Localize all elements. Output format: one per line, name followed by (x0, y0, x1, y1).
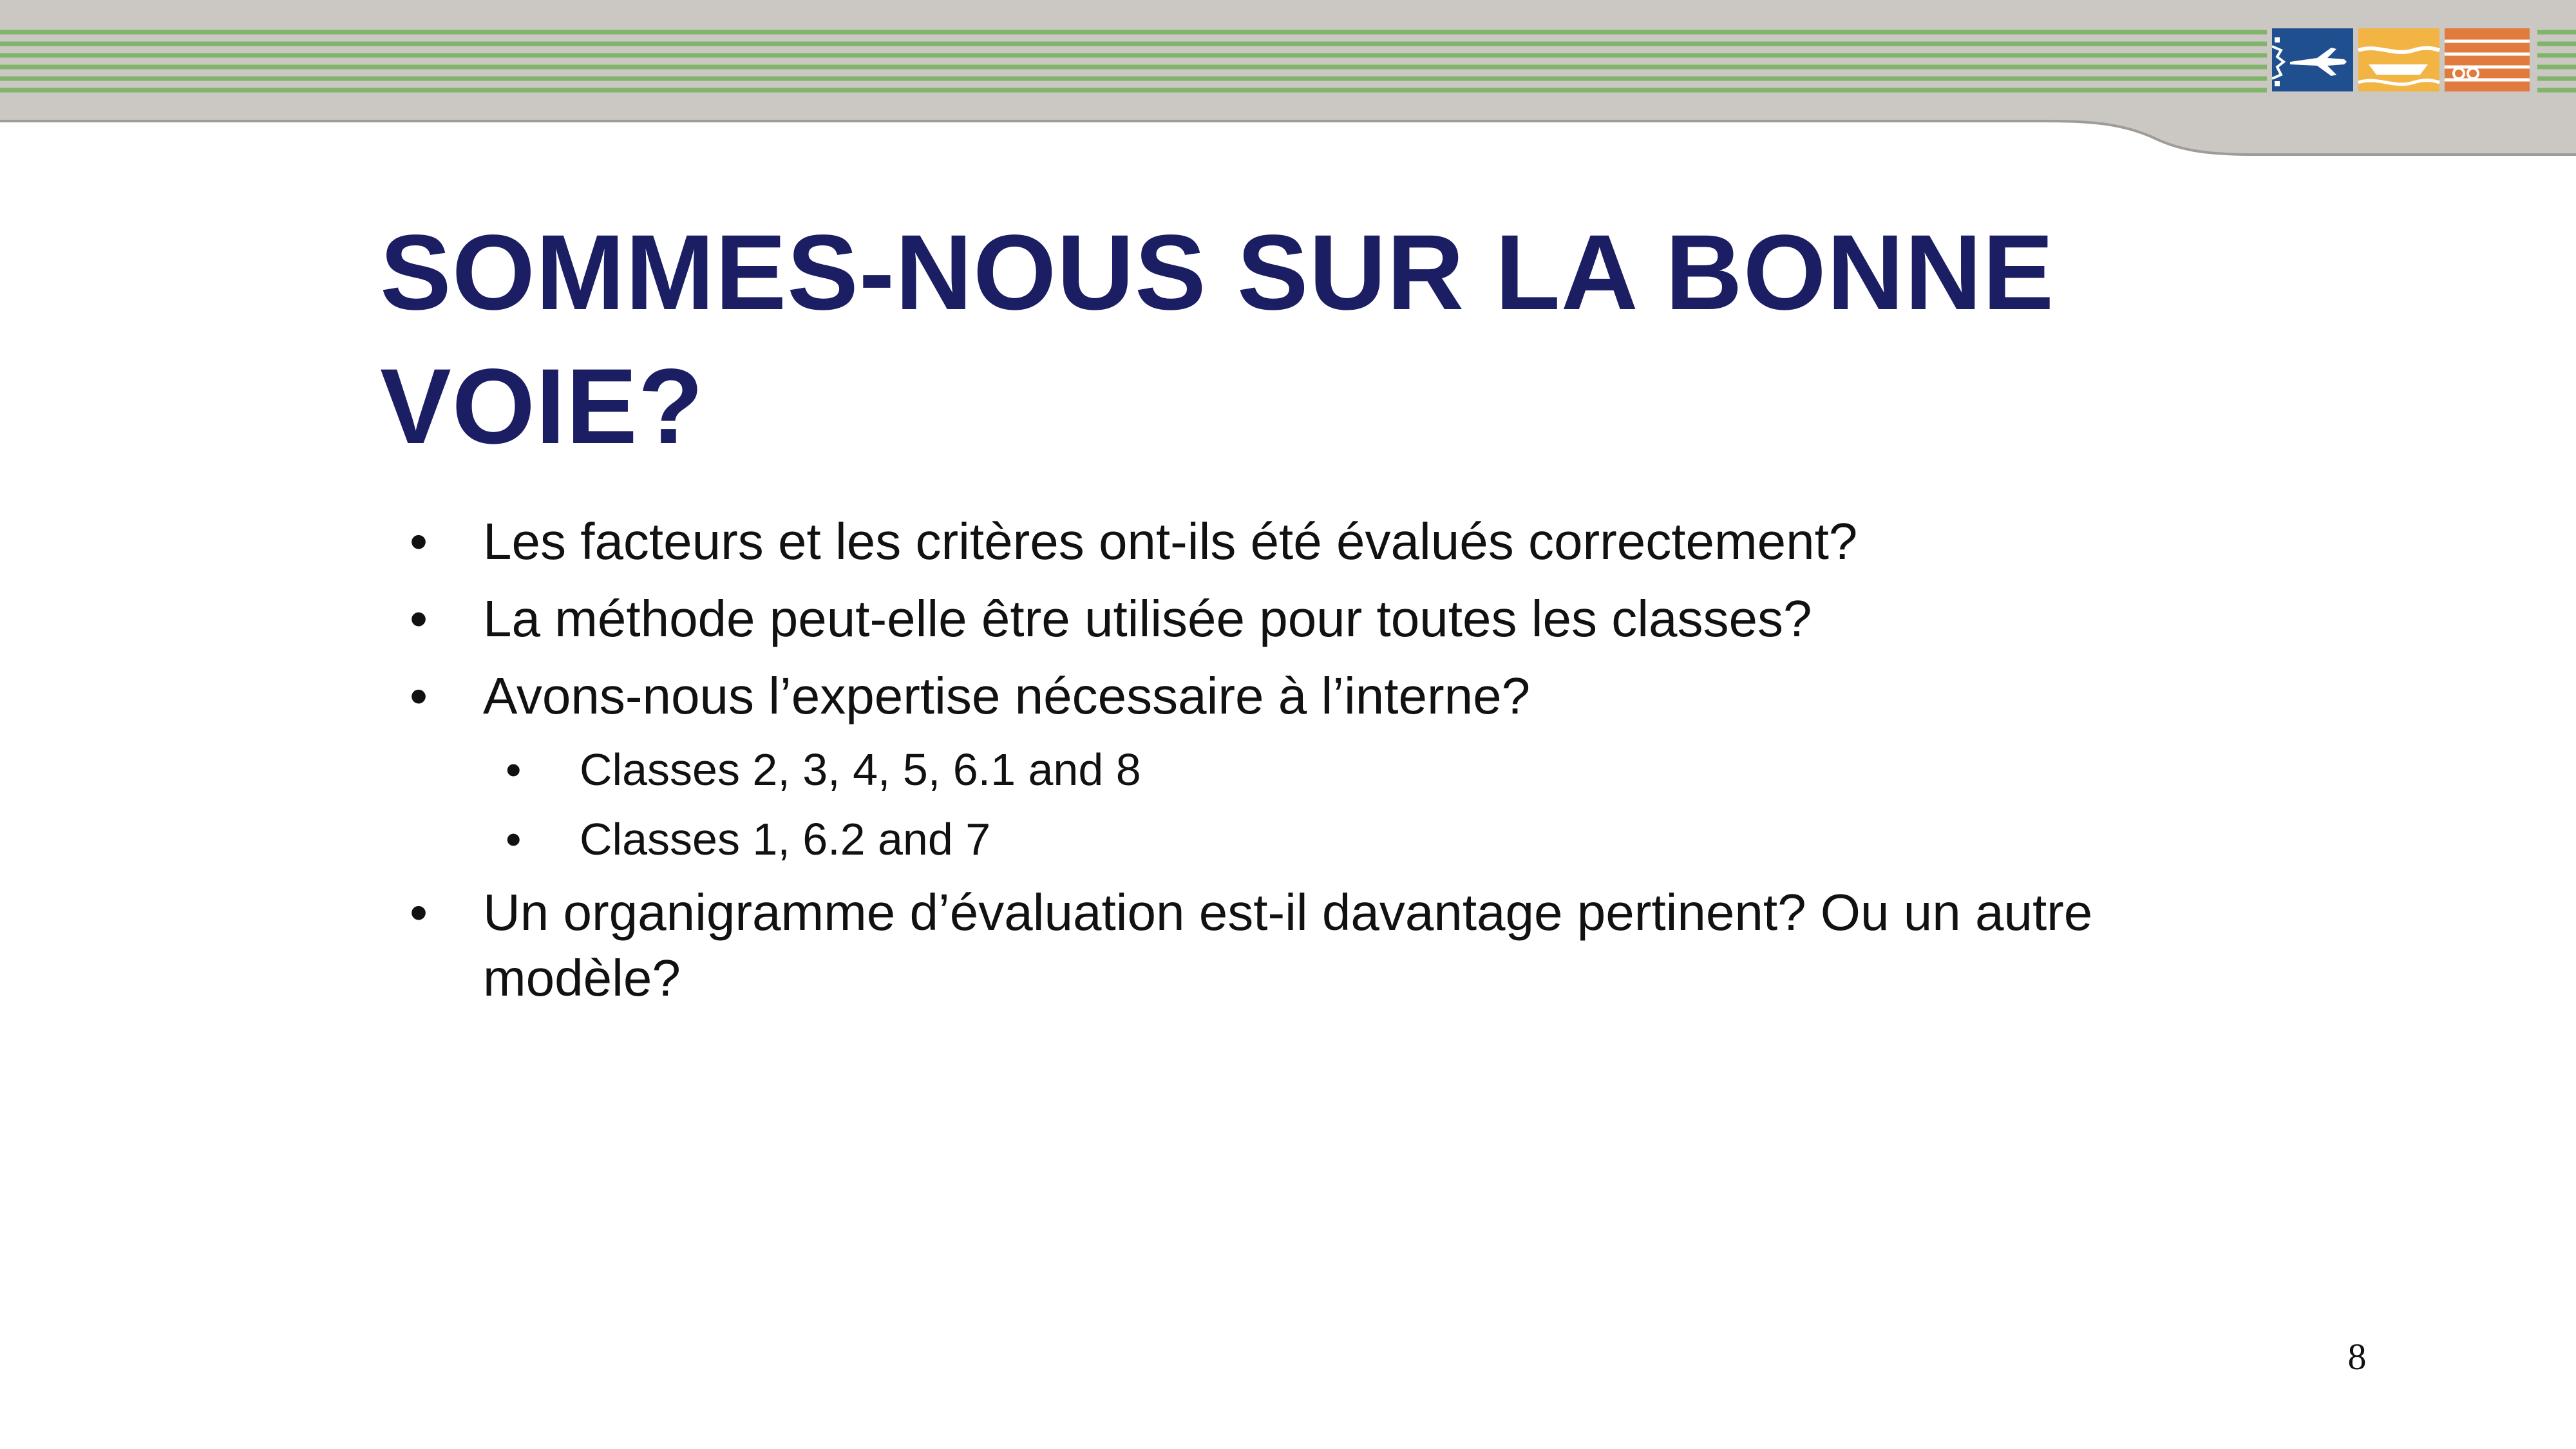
marine-transport-icon (2358, 28, 2439, 91)
bullet-text: Un organigramme d’évaluation est-il davantage pertinent? Ou un autre modèle? (483, 884, 2093, 1007)
slide-title-line-1: SOMMES-NOUS SUR LA BONNE (380, 213, 2055, 332)
bullet-marker: • (506, 744, 522, 795)
page-number: 8 (2347, 1336, 2367, 1378)
bullet-text: Classes 1, 6.2 and 7 (580, 814, 991, 864)
bullet-text: Classes 2, 3, 4, 5, 6.1 and 8 (580, 744, 1141, 795)
logo-group (2272, 28, 2530, 91)
bullet-item (406, 509, 2145, 574)
bullet-marker: • (410, 667, 428, 724)
rail-transport-icon (2445, 28, 2530, 91)
slide-title-line-2: VOIE? (380, 347, 705, 466)
bullet-marker: • (506, 814, 522, 864)
bullet-marker: • (410, 884, 428, 941)
sub-bullet-item (406, 810, 2145, 868)
bullet-text: La méthode peut-elle être utilisée pour toutes les classes? (483, 590, 1812, 647)
bullet-text: Avons-nous l’expertise nécessaire à l’interne? (483, 667, 1531, 724)
slide-title (380, 206, 2119, 474)
bullet-text: Les facteurs et les critères ont-ils été évalués correctement? (483, 513, 1858, 570)
bullet-marker: • (410, 513, 428, 570)
bullet-list (406, 509, 2145, 1023)
bullet-item (406, 880, 2145, 1011)
sub-bullet-item (406, 741, 2145, 799)
header-band (0, 0, 2576, 161)
air-transport-icon (2272, 28, 2353, 91)
bullet-marker: • (410, 590, 428, 647)
bullet-item (406, 586, 2145, 652)
bullet-item (406, 663, 2145, 729)
